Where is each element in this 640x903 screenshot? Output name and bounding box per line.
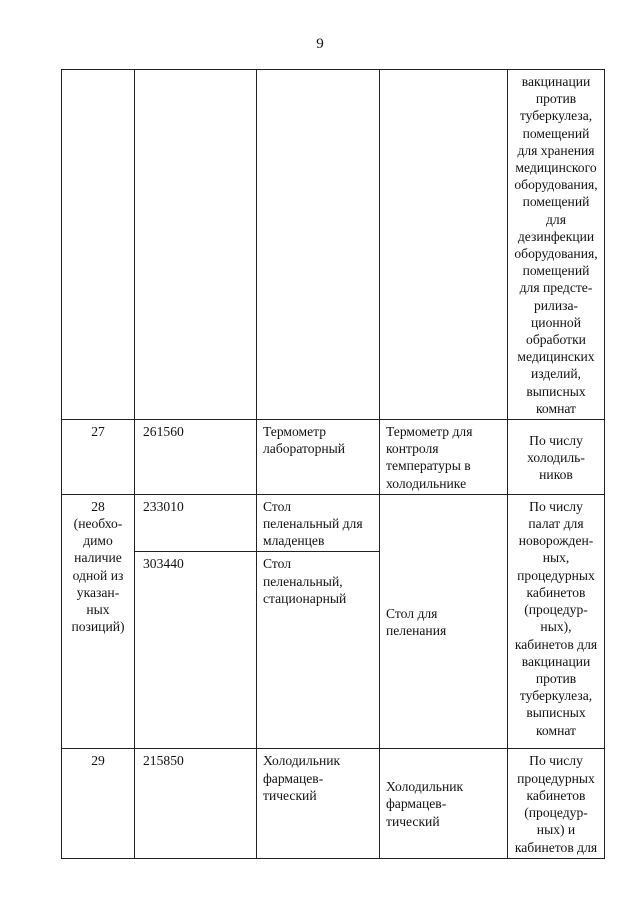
code-text: 261560 bbox=[143, 424, 184, 440]
row-number: 28 (необхо- димо наличие одной из указан- ных позиций) bbox=[71, 498, 125, 635]
cell-num bbox=[62, 494, 135, 749]
cell-item-empty bbox=[380, 70, 508, 420]
cell-num bbox=[62, 420, 135, 495]
name-text: Холодильник фармацев- тический bbox=[263, 753, 341, 803]
cell-num-empty bbox=[62, 70, 135, 420]
cell-name bbox=[257, 420, 380, 495]
row-number: 29 bbox=[91, 753, 105, 769]
quantity-text: вакцинации против туберкулеза, помещений для хранения медицинского оборудования, помещений для дезинфекции оборудования, помещений для предсте- рилиза- ционной обработки медицинских изделий, выписных комнат bbox=[514, 74, 598, 416]
item-text: Термометр для контроля температуры в холодильнике bbox=[386, 424, 473, 491]
code-text: 233010 bbox=[143, 498, 184, 514]
cell-code bbox=[135, 420, 257, 495]
quantity-text: По числу холодиль- ников bbox=[527, 432, 585, 483]
cell-num bbox=[62, 749, 135, 858]
cell-name bbox=[257, 749, 380, 858]
cell-code bbox=[135, 552, 257, 749]
cell-code bbox=[135, 494, 257, 552]
code-text: 303440 bbox=[143, 556, 184, 572]
cell-code-empty bbox=[135, 70, 257, 420]
item-text: Стол для пеленания bbox=[386, 605, 447, 639]
row-number: 27 bbox=[91, 424, 105, 440]
cell-name bbox=[257, 494, 380, 552]
cell-quantity-continued bbox=[508, 70, 605, 420]
name-text: Стол пеленальный для младенцев bbox=[263, 498, 363, 549]
table-row-27 bbox=[62, 420, 605, 495]
table-row-29 bbox=[62, 749, 605, 858]
equipment-table bbox=[61, 69, 605, 859]
table-row-28 bbox=[62, 494, 605, 552]
page-number: 9 bbox=[316, 36, 324, 52]
name-text: Термометр лабораторный bbox=[263, 424, 346, 457]
cell-quantity bbox=[508, 749, 605, 858]
cell-item bbox=[380, 494, 508, 749]
quantity-text: По числу палат для новорожден- ных, процедурных кабинетов (процедур- ных), кабинетов для вакцинации против туберкулеза, выписных комнат bbox=[514, 498, 598, 738]
cell-quantity bbox=[508, 494, 605, 749]
cell-item bbox=[380, 749, 508, 858]
table-row-continued bbox=[62, 70, 605, 420]
cell-name-empty bbox=[257, 70, 380, 420]
quantity-text: По числу процедурных кабинетов (процедур- ных) и кабинетов для bbox=[514, 753, 598, 855]
name-text: Стол пеленальный, стационарный bbox=[263, 556, 347, 606]
cell-code bbox=[135, 749, 257, 858]
item-text: Холодильник фармацев- тический bbox=[386, 779, 464, 829]
cell-quantity bbox=[508, 420, 605, 495]
cell-item bbox=[380, 420, 508, 495]
cell-name bbox=[257, 552, 380, 749]
code-text: 215850 bbox=[143, 753, 184, 769]
